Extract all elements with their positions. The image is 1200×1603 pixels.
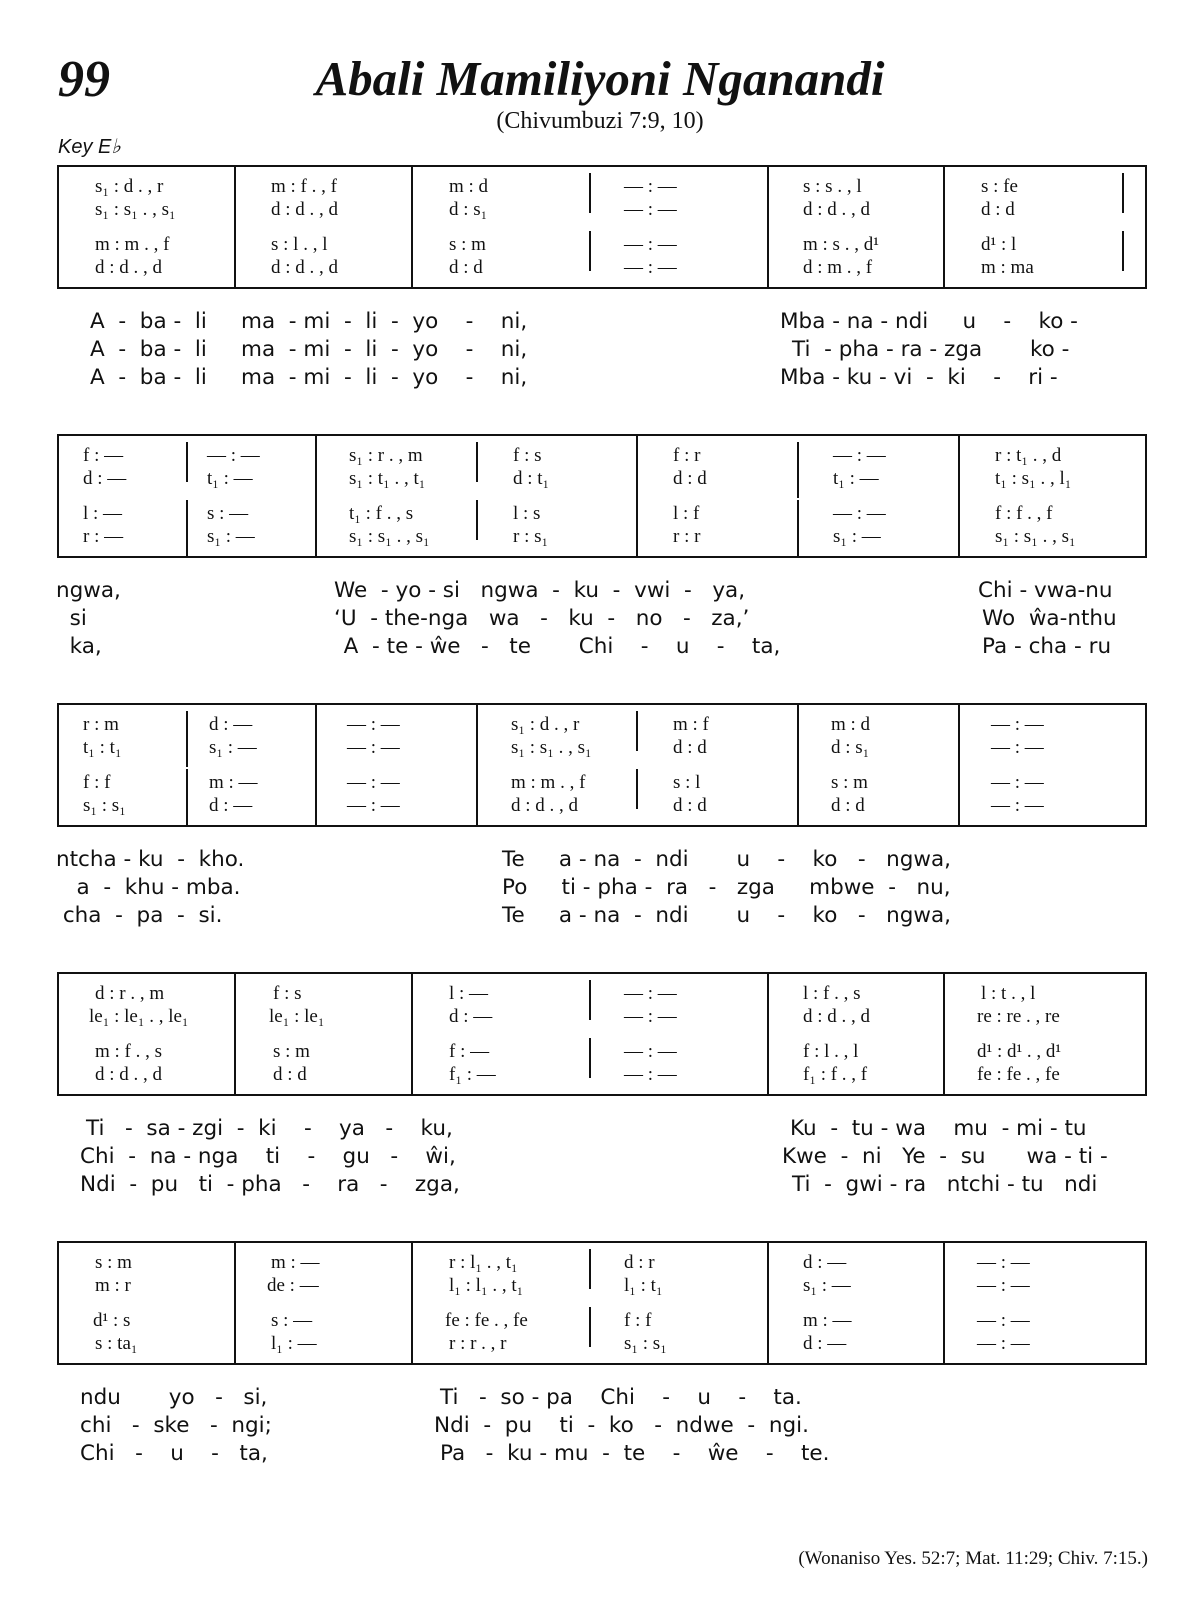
- measure-1-3-bass: d : d: [449, 257, 483, 278]
- lyric-verse-1: ndu yo - si,: [80, 1385, 268, 1410]
- measure-2-4-tenor: l : s: [513, 503, 541, 524]
- measure-2-5-tenor: l : f: [673, 503, 700, 524]
- hymn-subtitle: (Chivumbuzi 7:9, 10): [496, 108, 704, 134]
- measure-4-1-bass: d : d . , d: [95, 1064, 163, 1085]
- measure-5-2-alto: de : —: [267, 1275, 319, 1296]
- lyric-verse-3: A - ba - li ma - mi - li - yo - ni,: [90, 365, 528, 390]
- measure-2-6-soprano: — : —: [833, 445, 886, 466]
- measure-4-4-bass: — : —: [624, 1064, 677, 1085]
- measure-3-2-tenor: m : —: [209, 772, 258, 793]
- measure-5-5-alto: s₁ : —: [803, 1275, 851, 1296]
- lyric-verse-3: Pa - ku - mu - te - ŵe - te.: [440, 1441, 830, 1466]
- measure-1-5-alto: d : d . , d: [803, 199, 871, 220]
- measure-2-2-tenor: s : —: [207, 503, 249, 524]
- measure-3-4-bass: d : d . , d: [511, 795, 579, 816]
- lyric-verse-2: A - ba - li ma - mi - li - yo - ni,: [90, 337, 528, 362]
- measure-3-7-soprano: — : —: [991, 714, 1044, 735]
- measure-5-4-alto: l₁ : t₁: [624, 1275, 663, 1296]
- lyric-verse-2: si: [56, 606, 87, 631]
- measure-1-4-bass: — : —: [624, 257, 677, 278]
- hymn-title: Abali Mamiliyoni Nganandi: [315, 51, 885, 106]
- measure-1-2-bass: d : d . , d: [271, 257, 339, 278]
- measure-5-2-soprano: m : —: [271, 1252, 320, 1273]
- measure-3-3-soprano: — : —: [347, 714, 400, 735]
- lyric-verse-1: A - ba - li ma - mi - li - yo - ni,: [90, 309, 528, 334]
- lyric-verse-1: Ku - tu - wa mu - mi - tu: [790, 1116, 1087, 1141]
- lyric-verse-1: Te a - na - ndi u - ko - ngwa,: [502, 847, 951, 872]
- measure-2-1-alto: d : —: [83, 468, 127, 489]
- measure-3-7-tenor: — : —: [991, 772, 1044, 793]
- measure-1-5-tenor: m : s . , d¹: [803, 234, 879, 255]
- measure-4-3-alto: d : —: [449, 1006, 493, 1027]
- measure-4-5-alto: d : d . , d: [803, 1006, 871, 1027]
- lyric-verse-3: Te a - na - ndi u - ko - ngwa,: [502, 903, 951, 928]
- measure-4-6-bass: fe : fe . , fe: [977, 1064, 1060, 1085]
- measure-2-7-tenor: f : f . , f: [995, 503, 1053, 524]
- measure-5-6-soprano: — : —: [977, 1252, 1030, 1273]
- lyric-verse-3: Pa - cha - ru: [982, 634, 1112, 659]
- measure-4-6-soprano: l : t . , l: [981, 983, 1036, 1004]
- measure-5-3-alto: l₁ : l₁ . , t₁: [449, 1275, 524, 1296]
- measure-2-2-soprano: — : —: [207, 445, 260, 466]
- notation-system-5: [57, 1241, 1147, 1365]
- measure-2-7-alto: t₁ : s₁ . , l₁: [995, 468, 1072, 489]
- lyric-verse-2: Wo ŵa-nthu: [982, 606, 1117, 631]
- measure-4-5-bass: f₁ : f . , f: [803, 1064, 868, 1085]
- measure-3-7-alto: — : —: [991, 737, 1044, 758]
- measure-1-5-soprano: s : s . , l: [803, 176, 862, 197]
- measure-4-3-soprano: l : —: [449, 983, 489, 1004]
- lyric-verse-2: Chi - na - nga ti - gu - ŵi,: [80, 1144, 456, 1169]
- measure-5-3-tenor: fe : fe . , fe: [445, 1310, 528, 1331]
- measure-2-4-bass: r : s₁: [513, 526, 549, 547]
- measure-1-6-alto: d : d: [981, 199, 1015, 220]
- measure-3-5-bass: d : d: [673, 795, 707, 816]
- measure-3-3-alto: — : —: [347, 737, 400, 758]
- measure-5-1-tenor: d¹ : s: [93, 1310, 131, 1331]
- measure-4-5-soprano: l : f . , s: [803, 983, 861, 1004]
- measure-3-6-bass: d : d: [831, 795, 865, 816]
- measure-3-5-tenor: s : l: [673, 772, 701, 793]
- measure-4-2-alto: le₁ : le₁: [269, 1006, 325, 1027]
- measure-3-2-alto: s₁ : —: [209, 737, 257, 758]
- measure-5-6-bass: — : —: [977, 1333, 1030, 1354]
- measure-3-1-alto: t₁ : t₁: [83, 737, 122, 758]
- measure-4-1-tenor: m : f . , s: [95, 1041, 163, 1062]
- measure-4-4-tenor: — : —: [624, 1041, 677, 1062]
- measure-4-2-soprano: f : s: [273, 983, 302, 1004]
- measure-2-5-bass: r : r: [673, 526, 701, 547]
- lyric-verse-1: Ti - sa - zgi - ki - ya - ku,: [86, 1116, 453, 1141]
- measure-4-4-alto: — : —: [624, 1006, 677, 1027]
- measure-2-5-alto: d : d: [673, 468, 707, 489]
- measure-2-2-bass: s₁ : —: [207, 526, 255, 547]
- measure-5-1-soprano: s : m: [95, 1252, 132, 1273]
- measure-3-2-soprano: d : —: [209, 714, 253, 735]
- measure-2-4-soprano: f : s: [513, 445, 542, 466]
- measure-5-1-alto: m : r: [95, 1275, 131, 1296]
- measure-2-3-tenor: t₁ : f . , s: [349, 503, 414, 524]
- measure-1-1-soprano: s₁ : d . , r: [95, 176, 164, 197]
- lyric-verse-3: A - te - ŵe - te Chi - u - ta,: [330, 634, 781, 659]
- measure-3-7-bass: — : —: [991, 795, 1044, 816]
- measure-4-1-alto: le₁ : le₁ . , le₁: [89, 1006, 189, 1027]
- measure-4-2-tenor: s : m: [273, 1041, 310, 1062]
- measure-2-6-tenor: — : —: [833, 503, 886, 524]
- measure-5-3-soprano: r : l₁ . , t₁: [449, 1252, 518, 1273]
- lyric-verse-3: Ti - gwi - ra ntchi - tu ndi: [792, 1172, 1098, 1197]
- measure-4-3-tenor: f : —: [449, 1041, 490, 1062]
- measure-2-1-soprano: f : —: [83, 445, 124, 466]
- measure-5-6-alto: — : —: [977, 1275, 1030, 1296]
- notation-system-1: [57, 165, 1147, 289]
- measure-3-1-soprano: r : m: [83, 714, 119, 735]
- lyric-verse-1: ngwa,: [56, 578, 121, 603]
- lyric-verse-2: ‘U - the-nga wa - ku - no - za,’: [334, 606, 750, 631]
- measure-4-2-bass: d : d: [273, 1064, 307, 1085]
- measure-2-5-soprano: f : r: [673, 445, 701, 466]
- measure-3-5-alto: d : d: [673, 737, 707, 758]
- measure-4-6-alto: re : re . , re: [977, 1006, 1060, 1027]
- measure-3-6-tenor: s : m: [831, 772, 868, 793]
- measure-1-3-alto: d : s₁: [449, 199, 488, 220]
- measure-5-5-tenor: m : —: [803, 1310, 852, 1331]
- measure-1-1-tenor: m : m . , f: [95, 234, 170, 255]
- measure-2-7-bass: s₁ : s₁ . , s₁: [995, 526, 1076, 547]
- measure-1-6-tenor: d¹ : l: [981, 234, 1017, 255]
- measure-2-2-alto: t₁ : —: [207, 468, 253, 489]
- measure-1-1-bass: d : d . , d: [95, 257, 163, 278]
- measure-2-7-soprano: r : t₁ . , d: [995, 445, 1062, 466]
- measure-3-5-soprano: m : f: [673, 714, 709, 735]
- measure-2-6-bass: s₁ : —: [833, 526, 881, 547]
- lyric-verse-3: Mba - ku - vi - ki - ri -: [780, 365, 1058, 390]
- measure-5-6-tenor: — : —: [977, 1310, 1030, 1331]
- key-signature: Key E♭: [58, 136, 121, 158]
- measure-2-4-alto: d : t₁: [513, 468, 550, 489]
- measure-1-6-soprano: s : fe: [981, 176, 1018, 197]
- measure-1-4-soprano: — : —: [624, 176, 677, 197]
- measure-1-1-alto: s₁ : s₁ . , s₁: [95, 199, 176, 220]
- lyric-verse-1: ntcha - ku - kho.: [56, 847, 245, 872]
- measure-5-2-tenor: s : —: [271, 1310, 313, 1331]
- measure-1-3-tenor: s : m: [449, 234, 486, 255]
- measure-1-3-soprano: m : d: [449, 176, 489, 197]
- measure-3-1-tenor: f : f: [83, 772, 111, 793]
- measure-3-6-soprano: m : d: [831, 714, 871, 735]
- notation-system-4: [57, 972, 1147, 1096]
- lyric-verse-1: Mba - na - ndi u - ko -: [780, 309, 1078, 334]
- lyric-verse-2: Po ti - pha - ra - zga mbwe - nu,: [502, 875, 951, 900]
- measure-2-3-soprano: s₁ : r . , m: [349, 445, 423, 466]
- measure-3-2-bass: d : —: [209, 795, 253, 816]
- measure-3-3-bass: — : —: [347, 795, 400, 816]
- measure-5-4-soprano: d : r: [624, 1252, 655, 1273]
- notation-system-3: [57, 703, 1147, 827]
- scripture-references: (Wonaniso Yes. 52:7; Mat. 11:29; Chiv. 7:15.): [798, 1548, 1148, 1569]
- measure-4-6-tenor: d¹ : d¹ . , d¹: [977, 1041, 1062, 1062]
- measure-1-2-tenor: s : l . , l: [271, 234, 328, 255]
- measure-5-4-tenor: f : f: [624, 1310, 652, 1331]
- lyric-verse-3: Chi - u - ta,: [80, 1441, 268, 1466]
- lyric-verse-2: Ndi - pu ti - ko - ndwe - ngi.: [434, 1413, 809, 1438]
- measure-3-6-alto: d : s₁: [831, 737, 870, 758]
- measure-1-2-alto: d : d . , d: [271, 199, 339, 220]
- hymn-number: 99: [58, 51, 110, 108]
- measure-5-5-bass: d : —: [803, 1333, 847, 1354]
- measure-4-3-bass: f₁ : —: [449, 1064, 496, 1085]
- lyric-verse-3: Ndi - pu ti - pha - ra - zga,: [80, 1172, 460, 1197]
- measure-3-4-tenor: m : m . , f: [511, 772, 586, 793]
- measure-1-4-tenor: — : —: [624, 234, 677, 255]
- measure-5-3-bass: r : r . , r: [449, 1333, 507, 1354]
- lyric-verse-3: ka,: [56, 634, 102, 659]
- measure-1-2-soprano: m : f . , f: [271, 176, 337, 197]
- measure-1-5-bass: d : m . , f: [803, 257, 873, 278]
- measure-3-1-bass: s₁ : s₁: [83, 795, 126, 816]
- lyric-verse-2: Kwe - ni Ye - su wa - ti -: [782, 1144, 1108, 1169]
- measure-4-1-soprano: d : r . , m: [95, 983, 165, 1004]
- lyric-verse-1: Ti - so - pa Chi - u - ta.: [440, 1385, 802, 1410]
- lyric-verse-2: a - khu - mba.: [56, 875, 241, 900]
- measure-3-3-tenor: — : —: [347, 772, 400, 793]
- measure-2-1-tenor: l : —: [83, 503, 123, 524]
- measure-2-3-alto: s₁ : t₁ . , t₁: [349, 468, 426, 489]
- measure-5-2-bass: l₁ : —: [271, 1333, 317, 1354]
- measure-4-5-tenor: f : l . , l: [803, 1041, 859, 1062]
- lyric-verse-1: We - yo - si ngwa - ku - vwi - ya,: [334, 578, 746, 603]
- notation-system-2: [57, 434, 1147, 558]
- lyric-verse-2: chi - ske - ngi;: [80, 1413, 272, 1438]
- measure-5-1-bass: s : ta₁: [95, 1333, 138, 1354]
- measure-5-5-soprano: d : —: [803, 1252, 847, 1273]
- measure-2-6-alto: t₁ : —: [833, 468, 879, 489]
- measure-1-6-bass: m : ma: [981, 257, 1034, 278]
- measure-2-3-bass: s₁ : s₁ . , s₁: [349, 526, 430, 547]
- measure-1-4-alto: — : —: [624, 199, 677, 220]
- lyric-verse-1: Chi - vwa-nu: [978, 578, 1113, 603]
- measure-3-4-soprano: s₁ : d . , r: [511, 714, 580, 735]
- measure-3-4-alto: s₁ : s₁ . , s₁: [511, 737, 592, 758]
- measure-5-4-bass: s₁ : s₁: [624, 1333, 667, 1354]
- lyric-verse-2: Ti - pha - ra - zga ko -: [792, 337, 1070, 362]
- measure-2-1-bass: r : —: [83, 526, 124, 547]
- measure-4-4-soprano: — : —: [624, 983, 677, 1004]
- lyric-verse-3: cha - pa - si.: [56, 903, 223, 928]
